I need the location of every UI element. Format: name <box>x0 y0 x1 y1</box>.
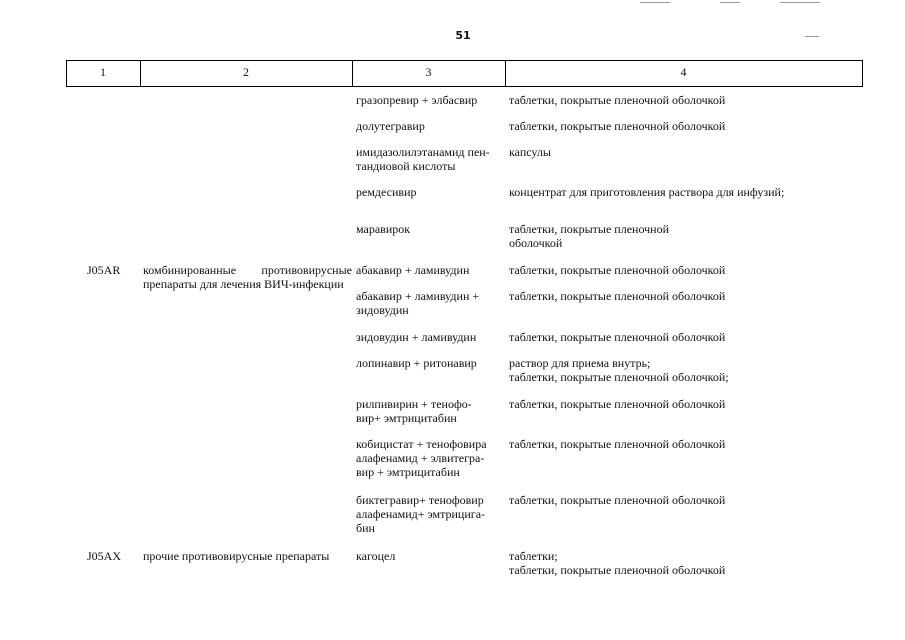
atc-group-name: прочие противовирусные препараты <box>143 549 330 563</box>
page-number: 51 <box>455 29 471 42</box>
drug-name: зидовудин + ламивудин <box>356 330 477 344</box>
column-header-1: 1 <box>100 65 106 79</box>
dosage-form: таблетки; таблетки, покрытые пленочной оболочкой <box>509 549 726 577</box>
drug-name: ремдесивир <box>356 185 417 199</box>
dosage-form: таблетки, покрытые пленочной оболочкой <box>509 437 726 451</box>
drug-name: маравирок <box>356 222 411 236</box>
drug-name: лопинавир + ритонавир <box>356 356 477 370</box>
drug-name: рилпивирин + тенофо- вир+ эмтрицитабин <box>356 397 472 425</box>
dosage-form: таблетки, покрытые пленочной оболочкой <box>509 119 726 133</box>
drug-name: кобицистат + тенофовира алафенамид + элвитегра- вир + эмтрицитабин <box>356 437 487 479</box>
drug-name: абакавир + ламивудин <box>356 263 470 277</box>
dosage-form: раствор для приема внутрь; таблетки, покрытые пленочной оболочкой; <box>509 356 729 384</box>
column-header-2: 2 <box>243 65 249 79</box>
dosage-form: таблетки, покрытые пленочной оболочкой <box>509 289 726 303</box>
drug-name: биктегравир+ тенофовир алафенамид+ эмтрицига- бин <box>356 493 486 535</box>
table-top-rule <box>66 60 863 61</box>
scan-speck <box>640 2 670 3</box>
column-header-4: 4 <box>680 65 687 79</box>
column-divider <box>862 60 863 87</box>
atc-group-name: комбинированные противовирусные препараты для лечения ВИЧ-инфекции <box>143 263 352 291</box>
drug-name: гразопревир + элбасвир <box>356 93 478 107</box>
dosage-form: таблетки, покрытые пленочной оболочкой <box>509 493 726 507</box>
atc-code: J05AX <box>87 549 122 563</box>
atc-code: J05AR <box>87 263 121 277</box>
dosage-form: концентрат для приготовления раствора для инфузий; <box>509 185 785 199</box>
drug-name: абакавир + ламивудин + зидовудин <box>356 289 480 317</box>
scan-speck <box>720 2 740 3</box>
table-header-rule <box>66 86 863 87</box>
drug-name: долутегравир <box>356 119 425 133</box>
dosage-form: таблетки, покрытые пленочной оболочкой <box>509 330 726 344</box>
column-header-3: 3 <box>425 65 432 79</box>
dosage-form: таблетки, покрытые пленочной оболочкой <box>509 222 670 250</box>
scan-speck <box>805 36 819 37</box>
drug-name: кагоцел <box>356 549 396 563</box>
dosage-form: таблетки, покрытые пленочной оболочкой <box>509 263 726 277</box>
scan-speck <box>780 2 820 3</box>
dosage-form: капсулы <box>509 145 551 159</box>
drug-name: имидазолилэтанамид пен- тандиовой кислоты <box>356 145 490 173</box>
dosage-form: таблетки, покрытые пленочной оболочкой <box>509 397 726 411</box>
dosage-form: таблетки, покрытые пленочной оболочкой <box>509 93 726 107</box>
